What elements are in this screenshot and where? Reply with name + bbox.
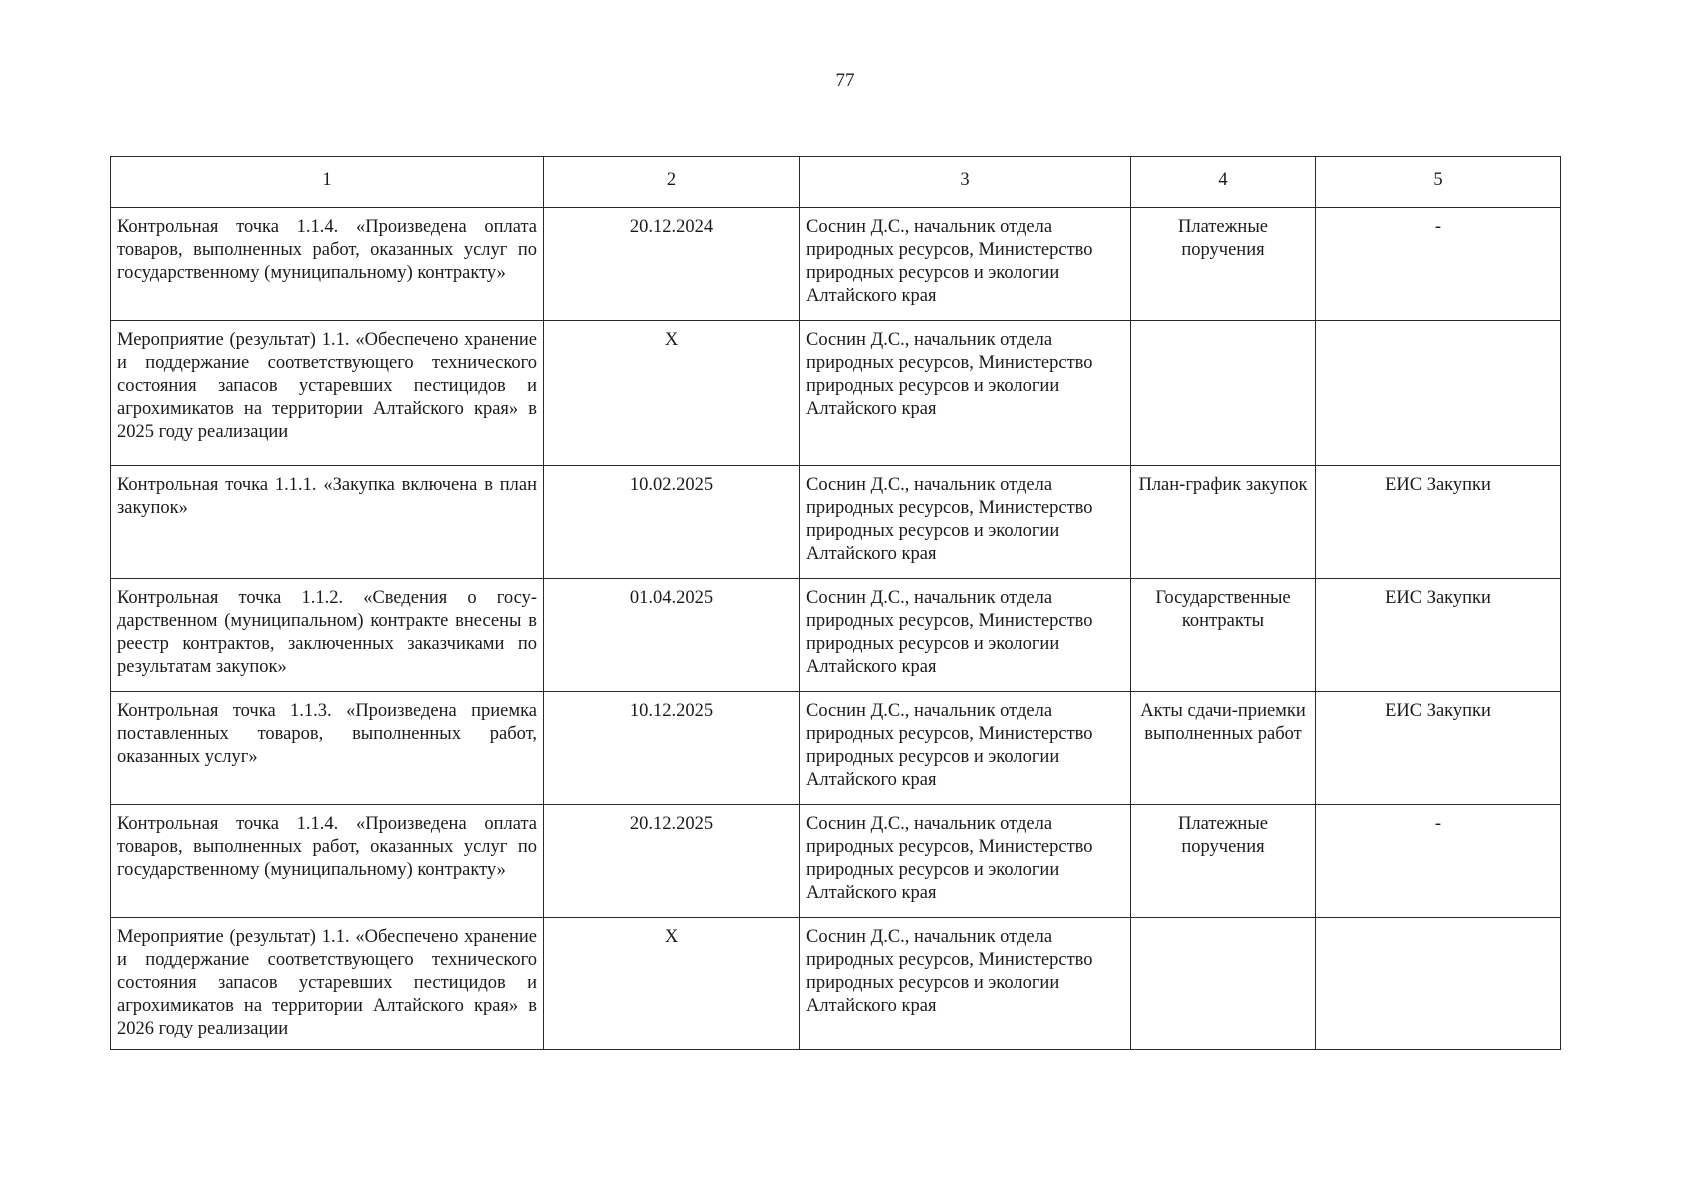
date-cell: 01.04.2025 — [544, 579, 800, 692]
table-row — [111, 321, 1561, 466]
table-row — [111, 918, 1561, 1050]
document-cell: Государственные контракты — [1131, 579, 1316, 692]
event-name-cell: Контрольная точка 1.1.3. «Произведена приемка поставленных товаров, выполненных работ, оказанных услуг» — [111, 692, 544, 805]
event-name-cell: Мероприятие (результат) 1.1. «Обеспечено хранение и поддержание соответствующего технического состояния запасов устаревших пестицидов и агрохимикатов на территории Алтайского края» в 2026 году реализации — [111, 918, 544, 1050]
system-cell: ЕИС Закупки — [1316, 466, 1561, 579]
system-cell: - — [1316, 208, 1561, 321]
table-header-row — [111, 157, 1561, 208]
date-cell: X — [544, 918, 800, 1050]
responsible-cell: Соснин Д.С., начальник отдела природных ресурсов, Министерство природных ресурсов и экологии Алтайского края — [800, 321, 1131, 466]
event-name-cell: Контрольная точка 1.1.2. «Сведения о государственном (муниципальном) контракте внесены в реестр контрактов, заключенных заказчиками по результатам закупок» — [111, 579, 544, 692]
table-row — [111, 466, 1561, 579]
event-name-cell: Контрольная точка 1.1.4. «Произведена оплата товаров, выполненных работ, оказанных услуг по государственному (муниципальному) контракту» — [111, 208, 544, 321]
page-number: 77 — [835, 70, 855, 91]
system-cell — [1316, 321, 1561, 466]
date-cell: X — [544, 321, 800, 466]
responsible-cell: Соснин Д.С., начальник отдела природных ресурсов, Министерство природных ресурсов и экологии Алтайского края — [800, 579, 1131, 692]
date-cell: 20.12.2025 — [544, 805, 800, 918]
event-name-cell: Контрольная точка 1.1.4. «Произведена оплата товаров, выполненных работ, оказанных услуг по государственному (муниципальному) контракту» — [111, 805, 544, 918]
table-row — [111, 579, 1561, 692]
responsible-cell: Соснин Д.С., начальник отдела природных ресурсов, Министерство природных ресурсов и экологии Алтайского края — [800, 466, 1131, 579]
responsible-cell: Соснин Д.С., начальник отдела природных ресурсов, Министерство природных ресурсов и экологии Алтайского края — [800, 692, 1131, 805]
date-cell: 10.12.2025 — [544, 692, 800, 805]
column-header-5: 5 — [1316, 157, 1561, 208]
system-cell — [1316, 918, 1561, 1050]
event-name-cell: Контрольная точка 1.1.1. «Закупка включена в план закупок» — [111, 466, 544, 579]
column-header-2: 2 — [544, 157, 800, 208]
document-cell: Платежные поручения — [1131, 208, 1316, 321]
control-points-table — [110, 156, 1561, 1050]
column-header-3: 3 — [800, 157, 1131, 208]
table-row — [111, 805, 1561, 918]
column-header-4: 4 — [1131, 157, 1316, 208]
document-cell: План-график закупок — [1131, 466, 1316, 579]
column-header-1: 1 — [111, 157, 544, 208]
system-cell: ЕИС Закупки — [1316, 579, 1561, 692]
date-cell: 10.02.2025 — [544, 466, 800, 579]
event-name-cell: Мероприятие (результат) 1.1. «Обеспечено хранение и поддержание соответствующего технического состояния запасов устаревших пестицидов и агрохимикатов на территории Алтайского края» в 2025 году реализации — [111, 321, 544, 466]
system-cell: ЕИС Закупки — [1316, 692, 1561, 805]
document-cell: Платежные поручения — [1131, 805, 1316, 918]
responsible-cell: Соснин Д.С., начальник отдела природных ресурсов, Министерство природных ресурсов и экологии Алтайского края — [800, 918, 1131, 1050]
responsible-cell: Соснин Д.С., начальник отдела природных ресурсов, Министерство природных ресурсов и экологии Алтайского края — [800, 805, 1131, 918]
date-cell: 20.12.2024 — [544, 208, 800, 321]
table-row — [111, 208, 1561, 321]
document-cell — [1131, 918, 1316, 1050]
responsible-cell: Соснин Д.С., начальник отдела природных ресурсов, Министерство природных ресурсов и экологии Алтайского края — [800, 208, 1131, 321]
document-cell: Акты сдачи-приемки выполненных работ — [1131, 692, 1316, 805]
document-cell — [1131, 321, 1316, 466]
table-row — [111, 692, 1561, 805]
system-cell: - — [1316, 805, 1561, 918]
